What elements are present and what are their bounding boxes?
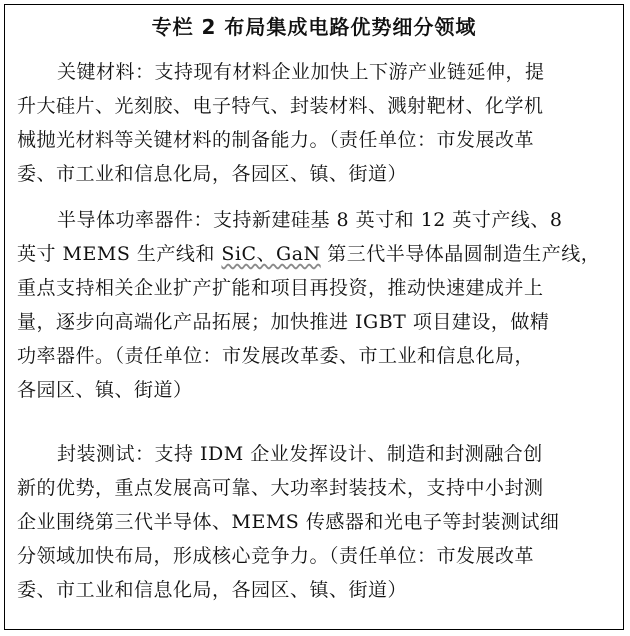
text-line: 新的优势，重点发展高可靠、大功率封装技术，支持中小封测 [17, 477, 544, 499]
text-line: 委、市工业和信息化局，各园区、镇、街道） [17, 579, 408, 601]
text-line: 半导体功率器件：支持新建硅基 8 英寸和 12 英寸产线、8 [57, 209, 563, 231]
wavy-underlined-text: SiC、GaN [221, 243, 321, 265]
text-line: 械抛光材料等关键材料的制备能力。（责任单位：市发展改革 [17, 129, 535, 151]
text-line: 关键材料：支持现有材料企业加快上下游产业链延伸，提 [57, 61, 545, 83]
text-line: 封装测试：支持 IDM 企业发挥设计、制造和封测融合创 [57, 443, 543, 465]
text-segment: 英寸 MEMS 生产线和 [17, 243, 222, 265]
text-line-mixed [17, 239, 600, 266]
text-line: 委、市工业和信息化局，各园区、镇、街道） [17, 163, 408, 185]
text-line: 功率器件。（责任单位：市发展改革委、市工业和信息化局， [17, 345, 535, 367]
column-box [4, 4, 624, 630]
text-line: 企业围绕第三代半导体、MEMS 传感器和光电子等封装测试细 [17, 511, 560, 533]
text-line: 升大硅片、光刻胶、电子特气、封装材料、溅射靶材、化学机 [17, 95, 544, 117]
text-line: 各园区、镇、街道） [17, 379, 193, 401]
column-title: 专栏 2 布局集成电路优势细分领域 [151, 15, 477, 39]
text-line: 重点支持相关企业扩产扩能和项目再投资，推动快速建成并上 [17, 277, 544, 299]
text-line: 分领域加快布局，形成核心竞争力。（责任单位：市发展改革 [17, 545, 535, 567]
text-line: 量，逐步向高端化产品拓展；加快推进 IGBT 项目建设，做精 [17, 311, 550, 333]
text-segment: 第三代半导体晶圆制造生产线， [320, 243, 601, 265]
